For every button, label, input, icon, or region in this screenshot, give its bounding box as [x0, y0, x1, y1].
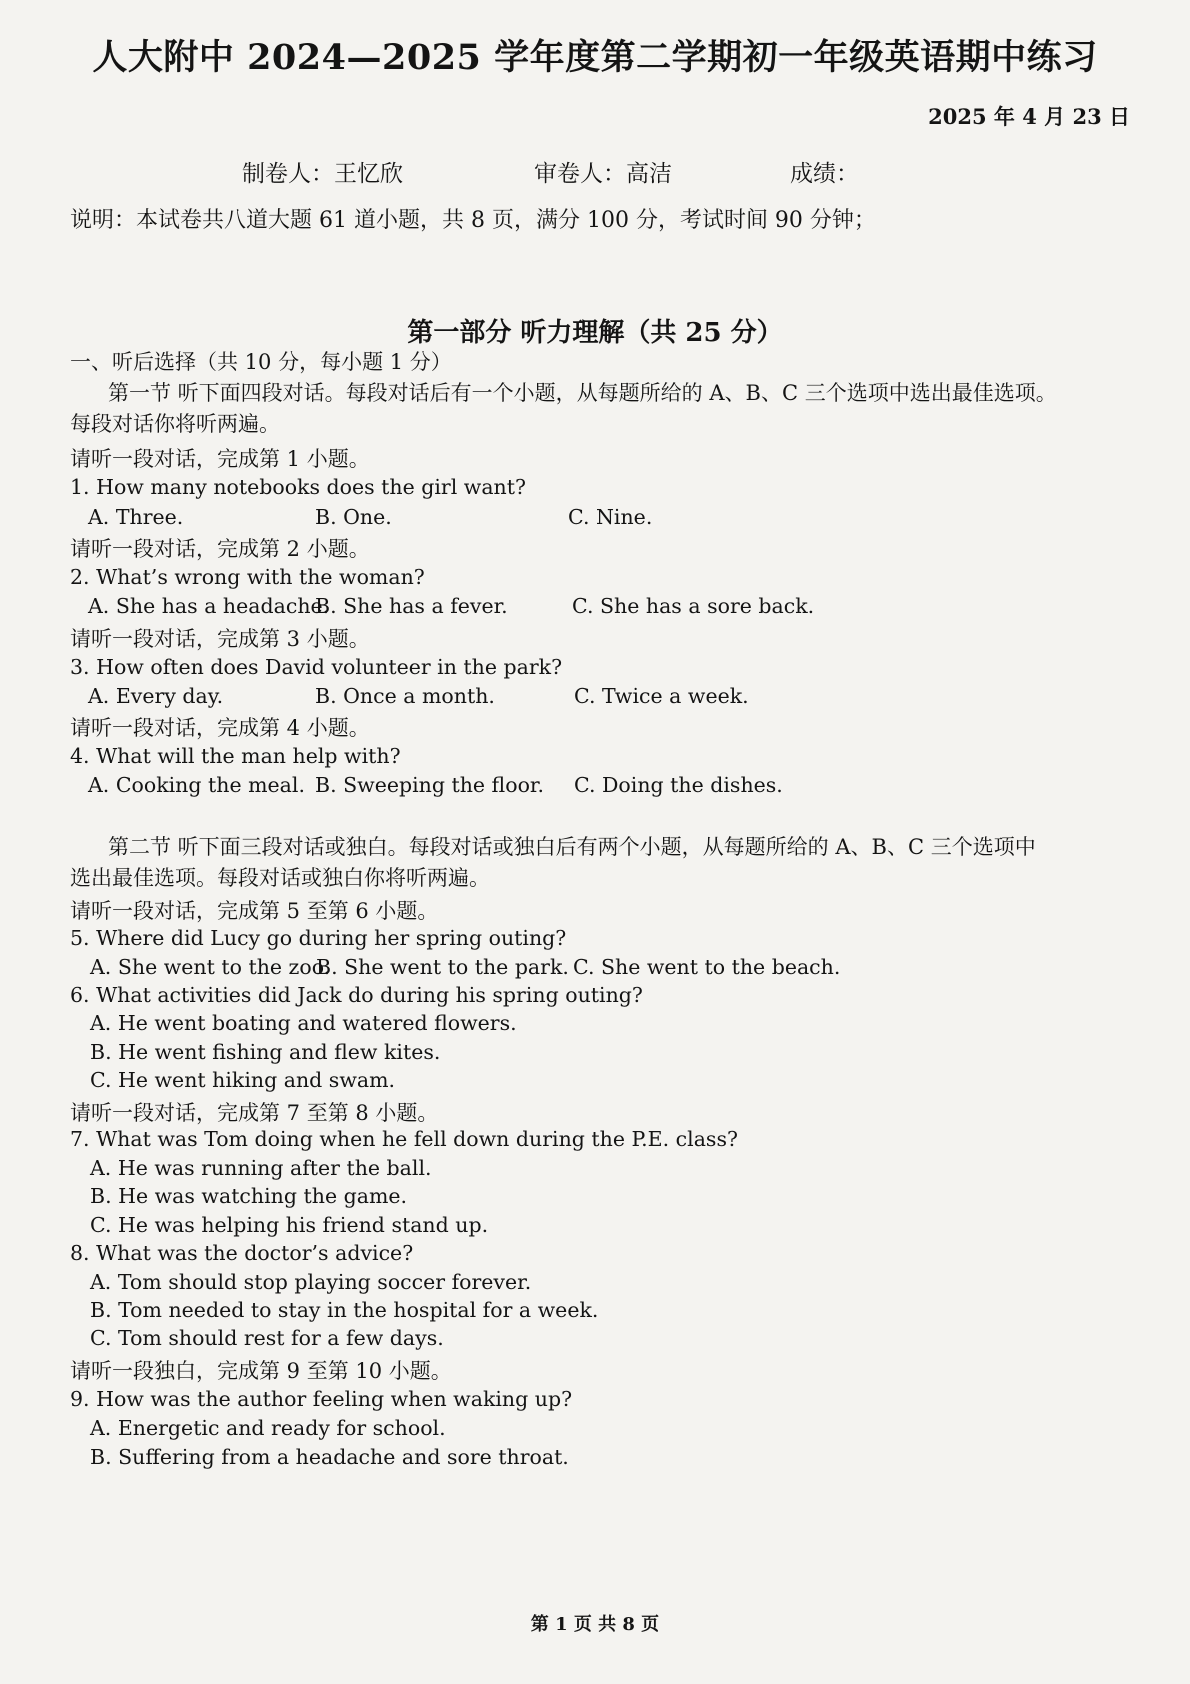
- question-1: 1. How many notebooks does the girl want?: [70, 475, 526, 499]
- q6-option-b: B. He went fishing and flew kites.: [90, 1040, 441, 1064]
- page-title: 人大附中 2024—2025 学年度第二学期初一年级英语期中练习: [92, 37, 1098, 78]
- question-8: 8. What was the doctor’s advice?: [70, 1241, 414, 1265]
- exam-date: 2025 年 4 月 23 日: [928, 104, 1130, 129]
- q1-option-b: B. One.: [315, 505, 392, 529]
- jie1-line2: 每段对话你将听两遍。: [70, 412, 280, 436]
- q6-option-a: A. He went boating and watered flowers.: [90, 1011, 517, 1035]
- instruction-q4: 请听一段对话，完成第 4 小题。: [70, 716, 370, 740]
- question-3: 3. How often does David volunteer in the park?: [70, 655, 563, 679]
- q6-option-c: C. He went hiking and swam.: [90, 1068, 396, 1092]
- instruction-q1: 请听一段对话，完成第 1 小题。: [70, 447, 370, 471]
- q1-option-c: C. Nine.: [568, 505, 653, 529]
- q8-option-a: A. Tom should stop playing soccer forever.: [90, 1270, 532, 1294]
- q5-option-a: A. She went to the zoo.: [90, 955, 331, 979]
- q9-option-b: B. Suffering from a headache and sore throat.: [90, 1445, 569, 1469]
- section1-heading: 一、听后选择（共 10 分，每小题 1 分）: [70, 350, 452, 374]
- q2-option-b: B. She has a fever.: [315, 594, 508, 618]
- q8-option-c: C. Tom should rest for a few days.: [90, 1326, 444, 1350]
- instruction-q3: 请听一段对话，完成第 3 小题。: [70, 627, 370, 651]
- q2-option-c: C. She has a sore back.: [572, 594, 815, 618]
- q3-option-b: B. Once a month.: [315, 684, 495, 708]
- instruction-q5-6: 请听一段对话，完成第 5 至第 6 小题。: [70, 899, 439, 923]
- question-7: 7. What was Tom doing when he fell down during the P.E. class?: [70, 1127, 738, 1151]
- exam-note: 说明：本试卷共八道大题 61 道小题，共 8 页，满分 100 分，考试时间 90 分钟；: [70, 208, 876, 233]
- q7-option-a: A. He was running after the ball.: [90, 1156, 432, 1180]
- q4-option-a: A. Cooking the meal.: [88, 773, 305, 797]
- page-footer: 第 1 页 共 8 页: [530, 1614, 660, 1635]
- q9-option-a: A. Energetic and ready for school.: [90, 1416, 446, 1440]
- part1-title: 第一部分 听力理解（共 25 分）: [407, 318, 783, 348]
- question-4: 4. What will the man help with?: [70, 744, 401, 768]
- question-2: 2. What’s wrong with the woman?: [70, 565, 425, 589]
- q2-option-a: A. She has a headache.: [88, 594, 330, 618]
- q3-option-a: A. Every day.: [88, 684, 224, 708]
- instruction-q9-10: 请听一段独白，完成第 9 至第 10 小题。: [70, 1359, 452, 1383]
- q7-option-c: C. He was helping his friend stand up.: [90, 1213, 489, 1237]
- jie2-line2: 选出最佳选项。每段对话或独白你将听两遍。: [70, 866, 490, 890]
- question-5: 5. Where did Lucy go during her spring outing?: [70, 926, 567, 950]
- score-label: 成绩：: [790, 161, 859, 187]
- q4-option-b: B. Sweeping the floor.: [315, 773, 544, 797]
- instruction-q2: 请听一段对话，完成第 2 小题。: [70, 537, 370, 561]
- jie1-line1: 第一节 听下面四段对话。每段对话后有一个小题，从每题所给的 A、B、C 三个选项中选出最佳选项。: [108, 381, 1057, 405]
- q4-option-c: C. Doing the dishes.: [574, 773, 783, 797]
- jie2-line1: 第二节 听下面三段对话或独白。每段对话或独白后有两个小题，从每题所给的 A、B、C 三个选项中: [108, 835, 1036, 859]
- q5-option-c: C. She went to the beach.: [573, 955, 841, 979]
- question-9: 9. How was the author feeling when waking up?: [70, 1387, 573, 1411]
- q5-option-b: B. She went to the park.: [316, 955, 569, 979]
- question-6: 6. What activities did Jack do during his spring outing?: [70, 983, 643, 1007]
- q8-option-b: B. Tom needed to stay in the hospital for a week.: [90, 1298, 599, 1322]
- instruction-q7-8: 请听一段对话，完成第 7 至第 8 小题。: [70, 1101, 439, 1125]
- q1-option-a: A. Three.: [88, 505, 184, 529]
- q3-option-c: C. Twice a week.: [574, 684, 749, 708]
- q7-option-b: B. He was watching the game.: [90, 1184, 408, 1208]
- author-label: 制卷人：王忆欣: [242, 161, 403, 187]
- reviewer-label: 审卷人：高洁: [534, 161, 672, 187]
